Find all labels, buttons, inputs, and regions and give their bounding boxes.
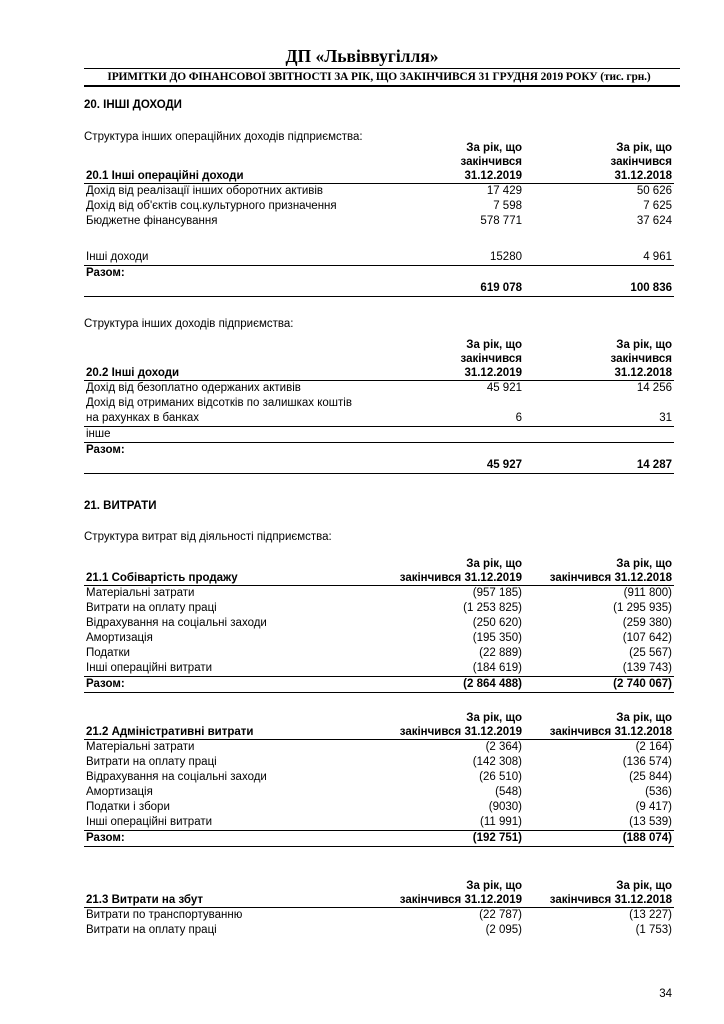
row-label: інше xyxy=(84,427,384,443)
col-header-2018: За рік, що xyxy=(616,880,672,892)
col-header-2019: За рік, що xyxy=(466,339,522,351)
value-2019 xyxy=(384,396,524,411)
value-2019: (250 620) xyxy=(472,617,522,629)
row-label: Бюджетне фінансування xyxy=(86,215,218,227)
value-2018: (911 800) xyxy=(623,587,672,599)
col-header-2019: закінчився xyxy=(460,156,522,168)
table-label: 20.1 Інші операційні доходи xyxy=(84,169,384,184)
table-row xyxy=(84,740,674,756)
document-subtitle: ІРИМІТКИ ДО ФІНАНСОВОЇ ЗВІТНОСТІ ЗА РІК, ЩО ЗАКІНЧИВСЯ 31 ГРУДНЯ 2019 РОКУ (тис. грн.) xyxy=(107,71,651,83)
row-label: Витрати по транспортуванню xyxy=(86,909,243,921)
total-label: Разом: xyxy=(84,831,384,847)
table-row xyxy=(84,586,674,602)
table-row xyxy=(84,214,674,229)
col-header-2018: закінчився xyxy=(610,156,672,168)
section-20-title: 20. ІНШІ ДОХОДИ xyxy=(84,99,182,111)
value-2019: (195 350) xyxy=(472,632,522,644)
table-row xyxy=(84,908,674,924)
table-selling-expenses xyxy=(84,879,674,938)
col-header-2018: закінчився 31.12.2018 xyxy=(524,571,674,586)
value-2018: (2 164) xyxy=(635,741,672,753)
col-header-2019: За рік, що xyxy=(466,558,522,570)
table-row xyxy=(84,199,674,214)
total-2018: 100 836 xyxy=(524,281,674,297)
value-2019: (184 619) xyxy=(384,661,524,677)
col-header-2019: закінчився 31.12.2019 xyxy=(384,893,524,908)
value-2019: (22 787) xyxy=(479,909,522,921)
total-2018: (188 074) xyxy=(524,831,674,847)
value-2019: 6 xyxy=(384,411,524,427)
row-label: Витрати на оплату праці xyxy=(86,756,217,768)
value-2019: (26 510) xyxy=(479,771,522,783)
value-2018: (25 567) xyxy=(629,647,672,659)
value-2018: 14 256 xyxy=(636,382,672,394)
row-label: Дохід від об'єктів соц.культурного призначення xyxy=(86,200,337,212)
total-2019: 619 078 xyxy=(384,281,524,297)
table-row xyxy=(84,381,674,397)
total-2019: 45 927 xyxy=(384,458,524,474)
value-2019: 17 429 xyxy=(486,185,522,197)
row-label: Відрахування на соціальні заходи xyxy=(86,617,267,629)
value-2018: (136 574) xyxy=(622,756,672,768)
total-2019: (192 751) xyxy=(384,831,524,847)
row-label: Матеріальні затрати xyxy=(86,741,195,753)
value-2018 xyxy=(524,427,674,443)
table-row xyxy=(84,770,674,785)
row-label: Дохід від реалізації інших оборотних активів xyxy=(86,185,324,197)
table-row xyxy=(84,800,674,815)
value-2018: (13 539) xyxy=(524,815,674,831)
value-2018: 37 624 xyxy=(636,215,672,227)
col-header-2018: За рік, що xyxy=(616,142,672,154)
col-header-2019: За рік, що xyxy=(466,880,522,892)
table-administrative-expenses xyxy=(84,711,674,847)
col-header-2019: закінчився xyxy=(460,353,522,365)
page-number: 34 xyxy=(659,988,672,1000)
col-header-2019: 31.12.2019 xyxy=(384,169,524,184)
table-row xyxy=(84,923,674,938)
col-header-2018: За рік, що xyxy=(616,339,672,351)
value-2019: 7 598 xyxy=(493,200,522,212)
total-label: Разом: xyxy=(86,267,125,279)
col-header-2019: За рік, що xyxy=(466,712,522,724)
value-2019: (957 185) xyxy=(472,587,522,599)
row-label: Інші операційні витрати xyxy=(84,661,384,677)
value-2018: 50 626 xyxy=(636,185,672,197)
table-row xyxy=(84,250,674,266)
col-header-2018: За рік, що xyxy=(616,558,672,570)
header-rule-bottom xyxy=(84,85,680,87)
section-21-intro: Структура витрат від діяльності підприємства: xyxy=(84,531,332,543)
total-2019: (2 864 488) xyxy=(384,677,524,693)
value-2019: (1 253 825) xyxy=(463,602,522,614)
header-rule-top xyxy=(84,68,680,69)
row-label: Дохід від отриманих відсотків по залишках коштів xyxy=(86,397,352,409)
table-other-income xyxy=(84,338,674,474)
value-2019: (11 991) xyxy=(384,815,524,831)
table-row xyxy=(84,815,674,831)
row-label: Матеріальні затрати xyxy=(86,587,195,599)
value-2019: (2 364) xyxy=(485,741,522,753)
document-title: ДП «Львіввугілля» xyxy=(285,46,439,66)
total-2018: (2 740 067) xyxy=(524,677,674,693)
col-header-2018: закінчився 31.12.2018 xyxy=(524,725,674,740)
row-label: Амортизація xyxy=(86,632,153,644)
value-2019: (9030) xyxy=(488,801,522,813)
value-2019: 578 771 xyxy=(480,215,522,227)
section-21-title: 21. ВИТРАТИ xyxy=(84,500,157,512)
table-row xyxy=(84,396,674,411)
table-row xyxy=(84,755,674,770)
value-2018: (1 753) xyxy=(635,924,672,936)
col-header-2019: За рік, що xyxy=(466,142,522,154)
row-label: Інші операційні витрати xyxy=(84,815,384,831)
row-label: Податки xyxy=(86,647,130,659)
value-2018: 4 961 xyxy=(524,250,674,266)
total-label: Разом: xyxy=(84,677,384,693)
value-2018: 7 625 xyxy=(643,200,672,212)
section-20-1-intro: Структура інших операційних доходів підприємства: xyxy=(84,131,363,143)
table-other-operating-income xyxy=(84,141,674,297)
value-2019: (142 308) xyxy=(472,756,522,768)
value-2018: (536) xyxy=(645,786,672,798)
value-2018: (139 743) xyxy=(524,661,674,677)
table-row xyxy=(84,427,674,443)
table-label: 20.2 Інші доходи xyxy=(84,366,384,381)
col-header-2019: закінчився 31.12.2019 xyxy=(384,571,524,586)
row-label: на рахунках в банках xyxy=(84,411,384,427)
table-row xyxy=(84,785,674,800)
value-2018: (259 380) xyxy=(622,617,672,629)
col-header-2019: 31.12.2019 xyxy=(384,366,524,381)
table-label: 21.1 Собівартість продажу xyxy=(84,571,384,586)
row-label: Відрахування на соціальні заходи xyxy=(86,771,267,783)
total-2018: 14 287 xyxy=(524,458,674,474)
value-2019: 45 921 xyxy=(486,382,522,394)
row-label: Амортизація xyxy=(86,786,153,798)
table-label: 21.3 Витрати на збут xyxy=(84,893,384,908)
row-label: Витрати на оплату праці xyxy=(86,602,217,614)
row-label: Витрати на оплату праці xyxy=(86,924,217,936)
value-2019 xyxy=(384,427,524,443)
row-label: Дохід від безоплатно одержаних активів xyxy=(86,382,301,394)
table-row xyxy=(84,616,674,631)
row-label: Інші доходи xyxy=(84,250,384,266)
table-cost-of-sales xyxy=(84,557,674,693)
value-2019: (548) xyxy=(495,786,522,798)
value-2018: (1 295 935) xyxy=(613,602,672,614)
value-2018: (107 642) xyxy=(622,632,672,644)
col-header-2018: 31.12.2018 xyxy=(524,366,674,381)
col-header-2018: закінчився 31.12.2018 xyxy=(524,893,674,908)
value-2018 xyxy=(524,396,674,411)
col-header-2018: За рік, що xyxy=(616,712,672,724)
table-row xyxy=(84,184,674,200)
table-row xyxy=(84,631,674,646)
table-row xyxy=(84,646,674,661)
table-row xyxy=(84,601,674,616)
value-2018: (9 417) xyxy=(635,801,672,813)
value-2018: 31 xyxy=(524,411,674,427)
table-row xyxy=(84,661,674,677)
value-2019: 15280 xyxy=(384,250,524,266)
row-label: Податки і збори xyxy=(86,801,170,813)
value-2018: (25 844) xyxy=(629,771,672,783)
section-20-2-intro: Структура інших доходів підприємства: xyxy=(84,318,294,330)
value-2019: (22 889) xyxy=(479,647,522,659)
total-label: Разом: xyxy=(86,444,125,456)
col-header-2018: закінчився xyxy=(610,353,672,365)
value-2018: (13 227) xyxy=(629,909,672,921)
value-2019: (2 095) xyxy=(485,924,522,936)
table-label: 21.2 Адміністративні витрати xyxy=(84,725,384,740)
col-header-2019: закінчився 31.12.2019 xyxy=(384,725,524,740)
col-header-2018: 31.12.2018 xyxy=(524,169,674,184)
table-row xyxy=(84,411,674,427)
